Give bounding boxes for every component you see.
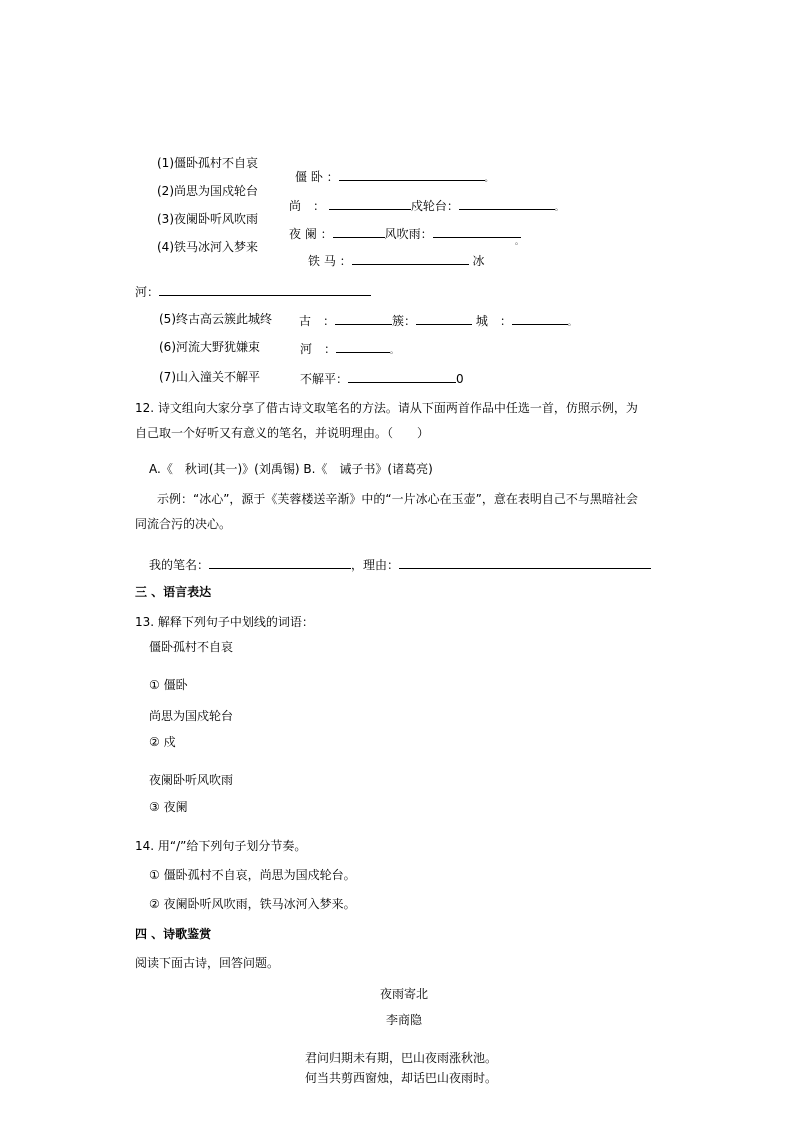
q14-item-2: ② 夜阑卧听风吹雨，铁马冰河入梦来。 [149,897,356,911]
q11-col5-a: 古 ： [299,314,336,328]
q11-col2-end: 。 [554,203,563,212]
answer-blank[interactable] [348,371,456,383]
answer-blank[interactable] [433,226,521,238]
q12-options: A.《 秋词(其一)》(刘禹锡) B.《 诫子书》(诸葛亮) [149,462,433,476]
answer-blank[interactable] [329,198,411,210]
pen-name-blank[interactable] [209,557,351,569]
reading-instruction: 阅读下面古诗，回答问题。 [135,956,280,970]
q11-line-7: (7)山入潼关不解平 [159,370,260,384]
poem-line-1: 君问归期未有期，巴山夜雨涨秋池。 [305,1051,498,1065]
q13-title: 13. 解释下列句子中划线的词语： [135,615,314,629]
q11-line-4: (4)铁马冰河入梦来 [157,240,258,254]
q13-sentence-1: 僵卧孤村不自哀 [149,640,234,654]
q12-example-2: 同流合污的决心。 [135,517,232,531]
q11-col7-a: 不解平： [300,372,349,386]
q13-sentence-2: 尚思为国戍轮台 [149,709,234,723]
q13-word-3: ③ 夜阑 [149,800,188,814]
my-name-label: 我的笔名： [149,558,210,572]
q12-line-1: 12. 诗文组向大家分享了借古诗文取笔名的方法。请从下面两首作品中任选一首，仿照示例，为 [135,401,638,415]
answer-blank[interactable] [416,313,472,325]
q11-col3-label1: 夜 阑 ： [289,227,333,241]
q11-col5 [299,313,576,327]
reason-label: ，理由： [351,558,400,572]
answer-blank[interactable] [339,169,485,181]
q14-title: 14. 用“/”给下列句子划分节奏。 [135,839,307,853]
q11-line-3: (3)夜阑卧听风吹雨 [157,212,258,226]
q11-col6-a: 河 ： [300,342,337,356]
q13-word-2: ② 戍 [149,735,176,749]
q11-col4-end1: 冰 [472,254,485,268]
q11-col7-end: 0 [456,372,464,386]
poem-title: 夜雨寄北 [380,987,429,1001]
poem-author: 李商隐 [386,1013,423,1027]
q11-col4-end2: 。 [515,237,523,246]
q11-col1 [295,169,493,183]
q11-col2-label2: 戍轮台： [410,199,459,213]
reason-blank[interactable] [399,557,651,569]
q11-col6-end: 。 [390,346,399,355]
section-4-title: 四 、诗歌鉴赏 [135,927,212,941]
answer-blank[interactable] [335,313,392,325]
q11-line-1: (1)僵卧孤村不自哀 [157,156,258,170]
q11-col3-label2: 风吹雨： [384,227,433,241]
q12-answer-line [149,557,651,571]
q11-col1-end: 。 [484,174,493,183]
q11-col1-label: 僵 卧 ： [295,170,339,184]
section-3-title: 三 、语言表达 [135,585,212,599]
q11-col4-label1: 铁 马 ： [308,254,352,268]
q12-line-2: 自己取一个好听又有意义的笔名，并说明理由。（ ） [135,426,430,440]
q11-he-label [135,284,371,298]
q11-col5-b: 簇： [392,314,417,328]
answer-blank[interactable] [159,284,371,296]
q11-col2-label1: 尚 ： [289,199,326,213]
q11-col7 [300,371,464,385]
answer-blank[interactable] [336,341,390,353]
answer-blank[interactable] [333,226,385,238]
q11-col4 [308,253,484,267]
q13-sentence-3: 夜阑卧听风吹雨 [149,773,234,787]
answer-blank[interactable] [352,253,469,265]
q11-col6 [300,341,398,355]
q11-col5-end: 。 [567,318,576,327]
q12-example-1: 示例：“冰心”，源于《芙蓉楼送辛渐》中的“一片冰心在玉壶”，意在表明自己不与黑暗社会 [157,492,638,506]
q11-col3 [289,226,521,240]
answer-blank[interactable] [512,313,568,325]
poem-line-2: 何当共剪西窗烛，却话巴山夜雨时。 [305,1071,498,1085]
q11-line-6: (6)河流大野犹嫌束 [159,340,260,354]
q11-col2 [289,198,563,212]
answer-blank[interactable] [459,198,555,210]
q11-col5-c: 城 ： [475,314,512,328]
q11-line-5: (5)终古高云簇此城终 [159,312,272,326]
q11-he-text: 河： [135,285,160,299]
q14-item-1: ① 僵卧孤村不自哀，尚思为国戍轮台。 [149,868,356,882]
q11-line-2: (2)尚思为国戍轮台 [157,184,258,198]
q13-word-1: ① 僵卧 [149,678,188,692]
